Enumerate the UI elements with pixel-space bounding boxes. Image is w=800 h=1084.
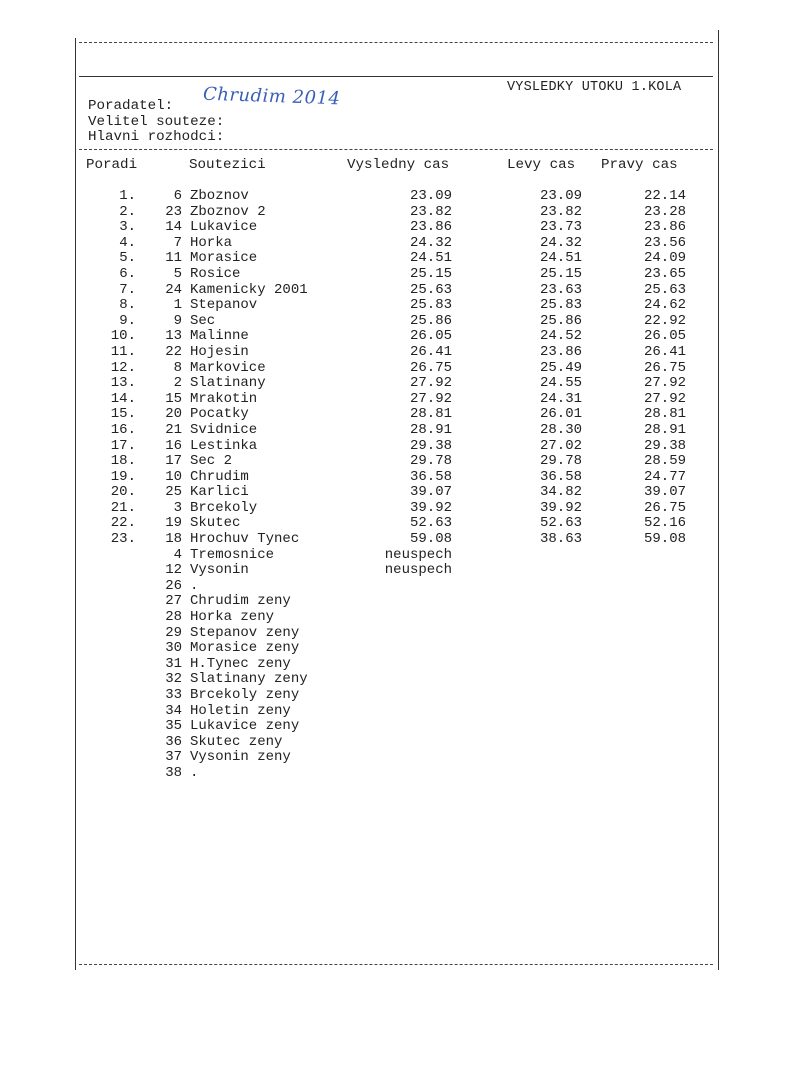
team-name-cell: Morasice zeny: [190, 640, 300, 657]
start-number-cell: 37: [165, 749, 182, 766]
start-number-cell: 4: [173, 546, 182, 563]
team-name-cell: Sec 2: [190, 453, 233, 470]
table-row: [0, 376, 800, 392]
table-row: [0, 672, 800, 688]
start-number-cell: 13: [165, 328, 182, 345]
table-row: [0, 657, 800, 673]
rank-cell: 1.: [119, 188, 136, 204]
table-row: [0, 439, 800, 455]
header-dashed-divider: [79, 149, 713, 150]
left-time-cell: 36.58: [539, 468, 582, 485]
table-row: [0, 236, 800, 252]
start-number-cell: 36: [165, 733, 182, 750]
team-name-cell: Hrochuv Tynec: [190, 531, 300, 548]
team-name-cell: Kamenicky 2001: [190, 281, 308, 298]
team-name-cell: Lestinka: [190, 437, 258, 454]
left-time-cell: 24.31: [539, 390, 582, 407]
table-row: [0, 750, 800, 766]
left-time-cell: 24.55: [539, 375, 582, 392]
rank-cell: 22.: [110, 515, 136, 532]
start-number-cell: 6: [173, 188, 182, 204]
right-time-cell: 59.08: [643, 531, 686, 548]
right-time-cell: 27.92: [643, 375, 686, 392]
start-number-cell: 14: [165, 219, 182, 236]
table-row: [0, 251, 800, 267]
right-time-cell: 22.92: [643, 312, 686, 329]
start-number-cell: 20: [165, 406, 182, 423]
start-number-cell: 3: [173, 499, 182, 516]
table-row: [0, 329, 800, 345]
rank-cell: 7.: [119, 281, 136, 298]
team-name-cell: Horka zeny: [190, 609, 275, 626]
left-time-cell: 52.63: [539, 515, 582, 532]
team-name-cell: Zboznov 2: [190, 203, 266, 220]
table-row: [0, 267, 800, 283]
start-number-cell: 5: [173, 265, 182, 282]
start-number-cell: 32: [165, 671, 182, 688]
team-name-cell: Skutec zeny: [190, 733, 283, 750]
team-name-cell: Lukavice zeny: [190, 718, 300, 735]
team-name-cell: Slatinany: [190, 375, 266, 392]
total-time-cell: 39.07: [409, 484, 452, 501]
team-name-cell: H.Tynec zeny: [190, 655, 291, 672]
right-time-cell: 27.92: [643, 390, 686, 407]
total-time-cell: 26.75: [409, 359, 452, 376]
rank-cell: 18.: [110, 453, 136, 470]
start-number-cell: 30: [165, 640, 182, 657]
total-time-cell: 25.15: [409, 265, 452, 282]
table-row: [0, 548, 800, 564]
team-name-cell: Zboznov: [190, 188, 249, 204]
table-row: [0, 501, 800, 517]
table-row: [0, 454, 800, 470]
rank-cell: 15.: [110, 406, 136, 423]
total-time-cell: 25.86: [409, 312, 452, 329]
team-name-cell: Horka: [190, 234, 233, 251]
team-name-cell: Skutec: [190, 515, 241, 532]
right-time-cell: 24.09: [643, 250, 686, 267]
rank-cell: 20.: [110, 484, 136, 501]
right-time-cell: 29.38: [643, 437, 686, 454]
total-time-cell: 39.92: [409, 499, 452, 516]
right-time-cell: 23.86: [643, 219, 686, 236]
start-number-cell: 21: [165, 421, 182, 438]
start-number-cell: 17: [165, 453, 182, 470]
start-number-cell: 18: [165, 531, 182, 548]
total-time-cell: 23.09: [409, 188, 452, 204]
table-row: [0, 626, 800, 642]
start-number-cell: 10: [165, 468, 182, 485]
start-number-cell: 15: [165, 390, 182, 407]
column-header-right-time: Pravy cas: [601, 157, 678, 173]
table-row: [0, 641, 800, 657]
team-name-cell: Lukavice: [190, 219, 258, 236]
table-row: [0, 610, 800, 626]
left-time-cell: 24.32: [539, 234, 582, 251]
team-name-cell: Rosice: [190, 265, 241, 282]
right-time-cell: 23.65: [643, 265, 686, 282]
start-number-cell: 8: [173, 359, 182, 376]
start-number-cell: 12: [165, 562, 182, 579]
left-time-cell: 34.82: [539, 484, 582, 501]
total-time-cell: neuspech: [384, 562, 452, 579]
team-name-cell: Morasice: [190, 250, 258, 267]
team-name-cell: Chrudim zeny: [190, 593, 291, 610]
judge-label: Hlavni rozhodci:: [88, 129, 225, 145]
right-time-cell: 22.14: [643, 188, 686, 204]
page-title: VYSLEDKY UTOKU 1.KOLA: [507, 80, 682, 95]
table-row: [0, 516, 800, 532]
commander-label: Velitel souteze:: [88, 114, 225, 130]
right-time-cell: 26.75: [643, 359, 686, 376]
right-time-cell: 28.81: [643, 406, 686, 423]
left-time-cell: 23.86: [539, 343, 582, 360]
left-time-cell: 38.63: [539, 531, 582, 548]
column-header-rank: Poradi: [86, 157, 138, 173]
total-time-cell: 52.63: [409, 515, 452, 532]
rank-cell: 14.: [110, 390, 136, 407]
team-name-cell: .: [190, 764, 199, 781]
total-time-cell: 28.81: [409, 406, 452, 423]
left-time-cell: 39.92: [539, 499, 582, 516]
left-time-cell: 23.09: [539, 188, 582, 204]
team-name-cell: Malinne: [190, 328, 249, 345]
right-time-cell: 26.41: [643, 343, 686, 360]
rank-cell: 2.: [119, 203, 136, 220]
team-name-cell: Pocatky: [190, 406, 249, 423]
table-row: [0, 392, 800, 408]
column-header-total-time: Vysledny cas: [347, 157, 450, 173]
start-number-cell: 1: [173, 297, 182, 314]
rank-cell: 6.: [119, 265, 136, 282]
right-time-cell: 28.59: [643, 453, 686, 470]
left-time-cell: 25.15: [539, 265, 582, 282]
start-number-cell: 16: [165, 437, 182, 454]
start-number-cell: 38: [165, 764, 182, 781]
header-solid-divider: [79, 76, 713, 77]
total-time-cell: 28.91: [409, 421, 452, 438]
right-time-cell: 24.77: [643, 468, 686, 485]
bottom-dashed-divider: [79, 964, 713, 965]
team-name-cell: Karlici: [190, 484, 249, 501]
column-header-left-time: Levy cas: [507, 157, 576, 173]
start-number-cell: 7: [173, 234, 182, 251]
start-number-cell: 19: [165, 515, 182, 532]
start-number-cell: 31: [165, 655, 182, 672]
right-time-cell: 23.28: [643, 203, 686, 220]
results-table: [0, 189, 800, 782]
right-time-cell: 26.75: [643, 499, 686, 516]
table-row: [0, 704, 800, 720]
right-time-cell: 52.16: [643, 515, 686, 532]
total-time-cell: 24.32: [409, 234, 452, 251]
team-name-cell: Brcekoly: [190, 499, 258, 516]
rank-cell: 9.: [119, 312, 136, 329]
team-name-cell: Hojesin: [190, 343, 249, 360]
total-time-cell: 27.92: [409, 390, 452, 407]
team-name-cell: .: [190, 577, 199, 594]
total-time-cell: 27.92: [409, 375, 452, 392]
left-time-cell: 24.52: [539, 328, 582, 345]
rank-cell: 10.: [110, 328, 136, 345]
left-time-cell: 28.30: [539, 421, 582, 438]
rank-cell: 4.: [119, 234, 136, 251]
team-name-cell: Mrakotin: [190, 390, 258, 407]
team-name-cell: Stepanov: [190, 297, 258, 314]
team-name-cell: Vysonin zeny: [190, 749, 291, 766]
top-dashed-divider: [79, 42, 713, 43]
team-name-cell: Vysonin: [190, 562, 249, 579]
left-time-cell: 29.78: [539, 453, 582, 470]
start-number-cell: 29: [165, 624, 182, 641]
total-time-cell: 23.86: [409, 219, 452, 236]
start-number-cell: 11: [165, 250, 182, 267]
start-number-cell: 28: [165, 609, 182, 626]
left-time-cell: 23.63: [539, 281, 582, 298]
start-number-cell: 23: [165, 203, 182, 220]
table-row: [0, 470, 800, 486]
right-time-cell: 24.62: [643, 297, 686, 314]
rank-cell: 8.: [119, 297, 136, 314]
total-time-cell: 25.83: [409, 297, 452, 314]
rank-cell: 23.: [110, 531, 136, 548]
total-time-cell: 29.78: [409, 453, 452, 470]
start-number-cell: 2: [173, 375, 182, 392]
total-time-cell: 24.51: [409, 250, 452, 267]
left-time-cell: 25.83: [539, 297, 582, 314]
team-name-cell: Svidnice: [190, 421, 258, 438]
team-name-cell: Markovice: [190, 359, 266, 376]
table-row: [0, 298, 800, 314]
team-name-cell: Brcekoly zeny: [190, 687, 300, 703]
organizer-label: Poradatel:: [88, 98, 174, 114]
table-row: [0, 220, 800, 236]
total-time-cell: neuspech: [384, 546, 452, 563]
table-row: [0, 579, 800, 595]
start-number-cell: 35: [165, 718, 182, 735]
total-time-cell: 26.05: [409, 328, 452, 345]
left-time-cell: 24.51: [539, 250, 582, 267]
start-number-cell: 25: [165, 484, 182, 501]
table-row: [0, 766, 800, 782]
table-row: [0, 314, 800, 330]
start-number-cell: 24: [165, 281, 182, 298]
table-row: [0, 563, 800, 579]
start-number-cell: 33: [165, 687, 182, 703]
left-time-cell: 23.82: [539, 203, 582, 220]
start-number-cell: 9: [173, 312, 182, 329]
start-number-cell: 27: [165, 593, 182, 610]
rank-cell: 3.: [119, 219, 136, 236]
table-row: [0, 205, 800, 221]
table-row: [0, 345, 800, 361]
right-time-cell: 26.05: [643, 328, 686, 345]
table-row: [0, 423, 800, 439]
column-header-team: Soutezici: [189, 157, 266, 173]
table-row: [0, 283, 800, 299]
table-row: [0, 688, 800, 704]
rank-cell: 12.: [110, 359, 136, 376]
team-name-cell: Sec: [190, 312, 216, 329]
start-number-cell: 22: [165, 343, 182, 360]
table-row: [0, 719, 800, 735]
table-row: [0, 361, 800, 377]
total-time-cell: 36.58: [409, 468, 452, 485]
start-number-cell: 26: [165, 577, 182, 594]
right-time-cell: 23.56: [643, 234, 686, 251]
left-time-cell: 23.73: [539, 219, 582, 236]
left-time-cell: 25.49: [539, 359, 582, 376]
table-row: [0, 485, 800, 501]
team-name-cell: Chrudim: [190, 468, 249, 485]
left-time-cell: 25.86: [539, 312, 582, 329]
team-name-cell: Tremosnice: [190, 546, 275, 563]
team-name-cell: Holetin zeny: [190, 702, 291, 719]
total-time-cell: 23.82: [409, 203, 452, 220]
total-time-cell: 25.63: [409, 281, 452, 298]
total-time-cell: 59.08: [409, 531, 452, 548]
right-time-cell: 28.91: [643, 421, 686, 438]
rank-cell: 16.: [110, 421, 136, 438]
team-name-cell: Stepanov zeny: [190, 624, 300, 641]
organizer-handwritten-value: Chrudim 2014: [202, 83, 341, 110]
left-time-cell: 26.01: [539, 406, 582, 423]
table-row: [0, 189, 800, 205]
rank-cell: 11.: [110, 343, 136, 360]
table-row: [0, 407, 800, 423]
total-time-cell: 29.38: [409, 437, 452, 454]
rank-cell: 21.: [110, 499, 136, 516]
table-row: [0, 735, 800, 751]
right-time-cell: 25.63: [643, 281, 686, 298]
rank-cell: 13.: [110, 375, 136, 392]
rank-cell: 5.: [119, 250, 136, 267]
right-time-cell: 39.07: [643, 484, 686, 501]
total-time-cell: 26.41: [409, 343, 452, 360]
rank-cell: 17.: [110, 437, 136, 454]
left-time-cell: 27.02: [539, 437, 582, 454]
rank-cell: 19.: [110, 468, 136, 485]
start-number-cell: 34: [165, 702, 182, 719]
team-name-cell: Slatinany zeny: [190, 671, 308, 688]
table-row: [0, 532, 800, 548]
table-row: [0, 594, 800, 610]
